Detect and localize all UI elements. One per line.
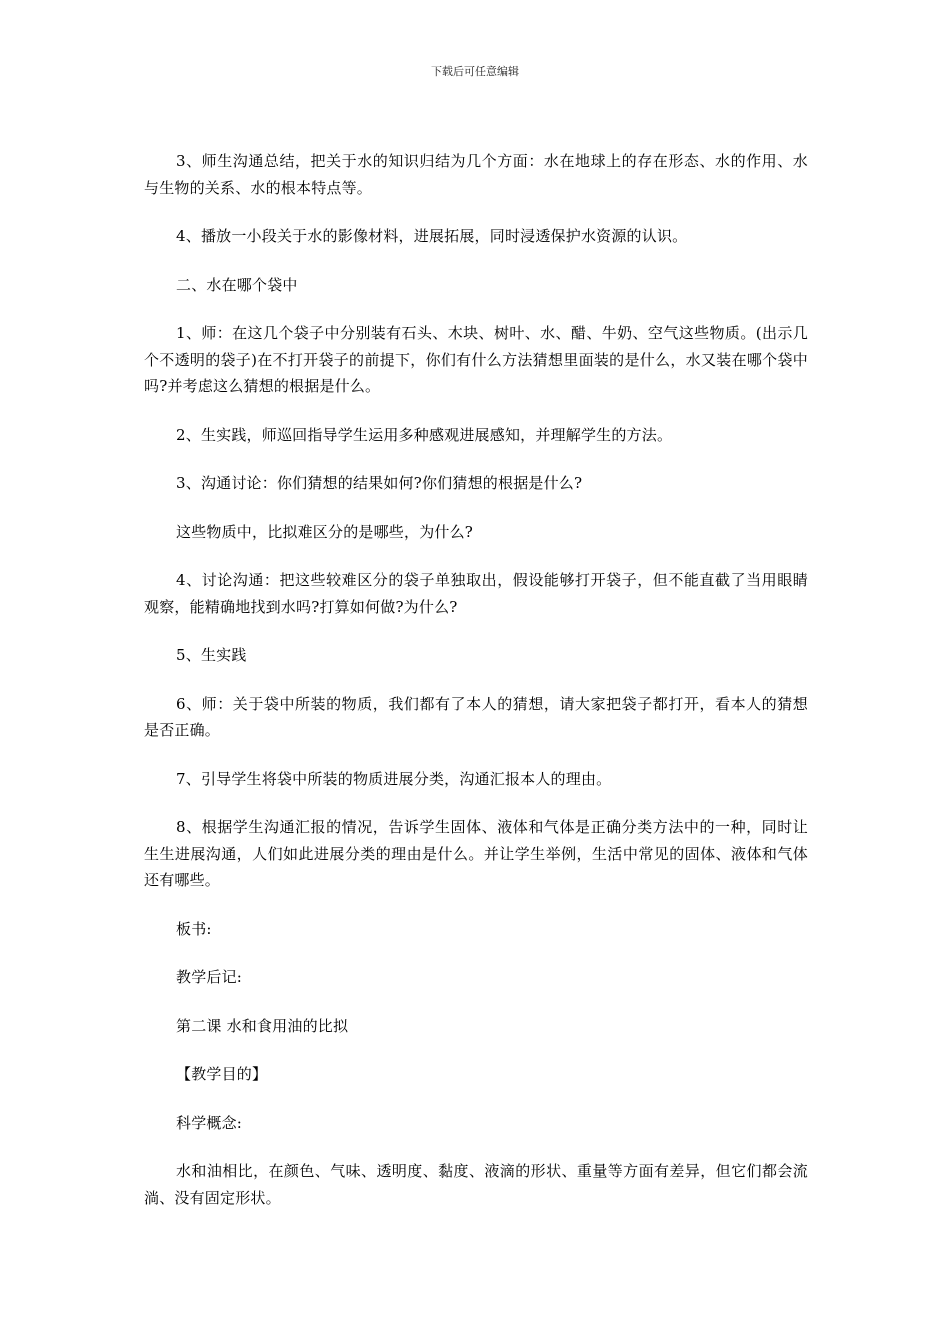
document-body	[144, 148, 808, 1233]
paragraph-solid-liquid-gas: 8、根据学生沟通汇报的情况，告诉学生固体、液体和气体是正确分类方法中的一种，同时让生生进展沟通，人们如此进展分类的理由是什么。并让学生举例，生活中常见的固体、液体和气体还有哪些。	[144, 818, 808, 889]
paragraph-teaching-notes: 教学后记:	[176, 968, 243, 986]
paragraph-blackboard: 板书:	[176, 919, 212, 938]
teaching-objectives-heading: 【教学目的】	[176, 1065, 268, 1083]
paragraph-student-practice: 2、生实践，师巡回指导学生运用多种感观进展感知，并理解学生的方法。	[176, 425, 673, 444]
paragraph-student-practice-2: 5、生实践	[176, 646, 247, 664]
science-concepts-heading: 科学概念:	[176, 1113, 243, 1132]
paragraph-classify: 7、引导学生将袋中所装的物质进展分类，沟通汇报本人的理由。	[176, 769, 612, 788]
paragraph-video: 4、播放一小段关于水的影像材料，进展拓展，同时浸透保护水资源的认识。	[176, 227, 688, 245]
page-header-watermark: 下载后可任意编辑	[431, 65, 519, 78]
paragraph-summary: 3、师生沟通总结，把关于水的知识归结为几个方面：水在地球上的存在形态、水的作用、水与生物的关系、水的根本特点等。	[144, 152, 808, 197]
paragraph-hard-to-distinguish: 这些物质中，比拟难区分的是哪些，为什么?	[176, 522, 474, 541]
paragraph-water-oil-compare: 水和油相比，在颜色、气味、透明度、黏度、液滴的形状、重量等方面有差异，但它们都会流淌、没有固定形状。	[144, 1162, 808, 1207]
paragraph-teacher-bags: 1、师：在这几个袋子中分别装有石头、木块、树叶、水、醋、牛奶、空气这些物质。(出示几个不透明的袋子)在不打开袋子的前提下，你们有什么方法猜想里面装的是什么，水又装在哪个袋中吗?并考虑这么猜想的根据是什么。	[144, 324, 808, 395]
paragraph-discuss-bags: 4、讨论沟通：把这些较难区分的袋子单独取出，假设能够打开袋子，但不能直截了当用眼睛观察，能精确地找到水吗?打算如何做?为什么?	[144, 571, 808, 616]
paragraph-open-bags: 6、师：关于袋中所装的物质，我们都有了本人的猜想，请大家把袋子都打开，看本人的猜想是否正确。	[144, 694, 808, 739]
lesson-title: 第二课 水和食用油的比拟	[176, 1016, 349, 1035]
paragraph-discussion: 3、沟通讨论：你们猜想的结果如何?你们猜想的根据是什么?	[176, 474, 583, 492]
section-heading-which-bag: 二、水在哪个袋中	[176, 275, 298, 294]
